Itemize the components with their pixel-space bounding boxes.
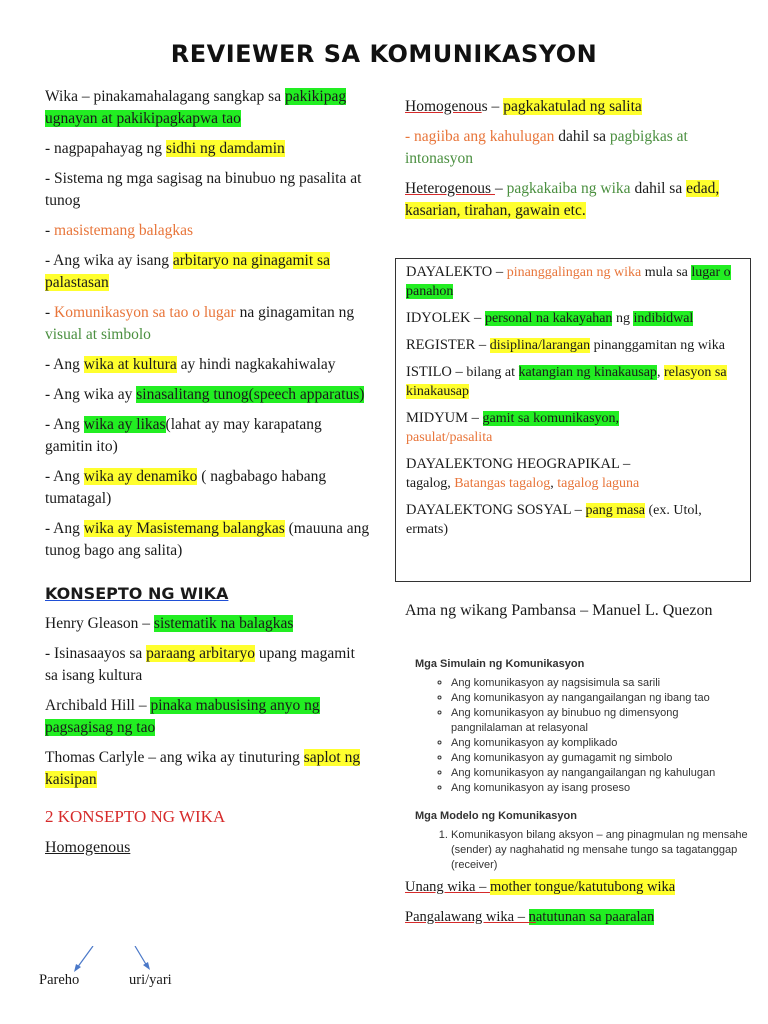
pangalawang-wika-note: Pangalawang wika – natutunan sa paaralan [405, 909, 655, 925]
list-item: ◦ Ang komunikasyon ay nangangailangan ng kahulugan [451, 766, 750, 781]
gleason-note: Henry Gleason – sistematik na balagkas [45, 615, 294, 632]
list-item: ◦ Ang komunikasyon ay komplikado [451, 736, 750, 751]
ama-note: Ama ng wikang Pambansa – Manuel L. Quezon [405, 602, 713, 619]
note-arbitaryo: - Ang wika ay isang arbitaryo na ginagamit sa palastasan [45, 252, 330, 291]
list-item: ◦ Ang komunikasyon ay nangangailangan ng ibang tao [451, 691, 750, 706]
konsepto-heading: KONSEPTO NG WIKA [45, 584, 229, 603]
register-entry: REGISTER – disiplina/larangan pinanggamitan ng wika [406, 337, 726, 353]
dayalekto-entry: DAYALEKTO – pinanggalingan ng wika mula sa lugar o panahon [406, 264, 731, 299]
midyum-entry: MIDYUM – gamit sa komunikasyon, pasulat/pasalita [406, 410, 620, 445]
uri-label: uri/yari [129, 972, 172, 988]
carlyle-note: Thomas Carlyle – ang wika ay tinuturing saplot ng kaisipan [45, 749, 361, 788]
note-denamiko: - Ang wika ay denamiko ( nagbabago habang tumatagal) [45, 468, 327, 507]
arrow-left-icon [77, 946, 93, 968]
isinasaayos-note: - Isinasaayos sa paraang arbitaryo upang magamit sa isang kultura [45, 645, 355, 684]
list-item: 1. Komunikasyon bilang aksyon – ang pinagmulan ng mensahe (sender) ay naghahatid ng mensahe tungo sa tagatanggap (receiver) [451, 828, 750, 873]
wika-types [405, 876, 750, 936]
homogenous-definition: Homogenous – pagkakatulad ng salita [405, 98, 642, 115]
list-item: ◦ Ang komunikasyon ay binubuo ng dimensyong pangnilalaman at relasyonal [451, 706, 750, 736]
right-column-bottom [405, 600, 745, 630]
note-likas: - Ang wika ay likas(lahat ay may karapatang gamitin ito) [45, 416, 322, 455]
heograpikal-entry: DAYALEKTONG HEOGRAPIKAL – tagalog, Batangas tagalog, tagalog laguna [406, 456, 640, 491]
idyolek-entry: IDYOLEK – personal na kakayahan ng indibidwal [406, 310, 694, 326]
wika-definition: Wika – pinakamahalagang sangkap sa pakikipag ugnayan at pakikipagkapwa tao [45, 88, 347, 127]
varieties-box [395, 258, 751, 582]
arrow-left-head-icon [74, 964, 81, 972]
simulain-list [405, 676, 750, 796]
note-balangkas: - Ang wika ay Masistemang balangkas (mauuna ang tunog bago ang salita) [45, 520, 370, 559]
unang-wika-note: Unang wika – mother tongue/katutubong wika [405, 879, 676, 895]
heterogenous-definition: Heterogenous – pagkakaiba ng wika dahil sa edad, kasarian, tirahan, gawain etc. [405, 180, 720, 219]
note-komunikasyon: - Komunikasyon sa tao o lugar na ginagamitan ng visual at simbolo [45, 304, 355, 343]
simulain-heading: Mga Simulain ng Komunikasyon [415, 658, 585, 670]
list-item: ◦ Ang komunikasyon ay gumagamit ng simbolo [451, 751, 750, 766]
page-title: REVIEWER SA KOMUNIKASYON [170, 40, 598, 68]
konsepto2-heading: 2 KONSEPTO NG WIKA [45, 807, 226, 826]
note-sistema: - Sistema ng mga sagisag na binubuo ng pasalita at tunog [45, 170, 362, 209]
pareho-label: Pareho [39, 972, 80, 988]
istilo-entry: ISTILO – bilang at katangian ng kinakausap, relasyon sa kinakausap [406, 364, 727, 399]
modelo-heading: Mga Modelo ng Komunikasyon [415, 810, 577, 822]
note-tunog: - Ang wika ay sinasalitang tunog(speech apparatus) [45, 386, 365, 403]
list-item: ◦ Ang komunikasyon ay nagsisimula sa sarili [451, 676, 750, 691]
homogenous-label: Homogenous [45, 839, 131, 856]
hill-note: Archibald Hill – pinaka mabusising anyo ng pagsagisag ng tao [45, 697, 320, 736]
right-column-top [405, 96, 735, 230]
modelo-list [405, 828, 750, 873]
note-kultura: - Ang wika at kultura ay hindi nagkakahiwalay [45, 356, 336, 373]
left-column [45, 86, 370, 867]
note-masistemang: - masistemang balagkas [45, 222, 194, 239]
list-item: ◦ Ang komunikasyon ay isang proseso [451, 781, 750, 796]
note-damdamin: - nagpapahayag ng sidhi ng damdamin [45, 140, 285, 157]
simulain-section [405, 658, 750, 873]
homogenous-diagram [35, 946, 215, 996]
arrow-right-head-icon [143, 962, 150, 970]
arrow-right-icon [135, 946, 147, 966]
nagiiba-note: - nagiiba ang kahulugan dahil sa pagbigkas at intonasyon [405, 128, 688, 167]
sosyal-entry: DAYALEKTONG SOSYAL – pang masa (ex. Utol, ermats) [406, 502, 702, 537]
